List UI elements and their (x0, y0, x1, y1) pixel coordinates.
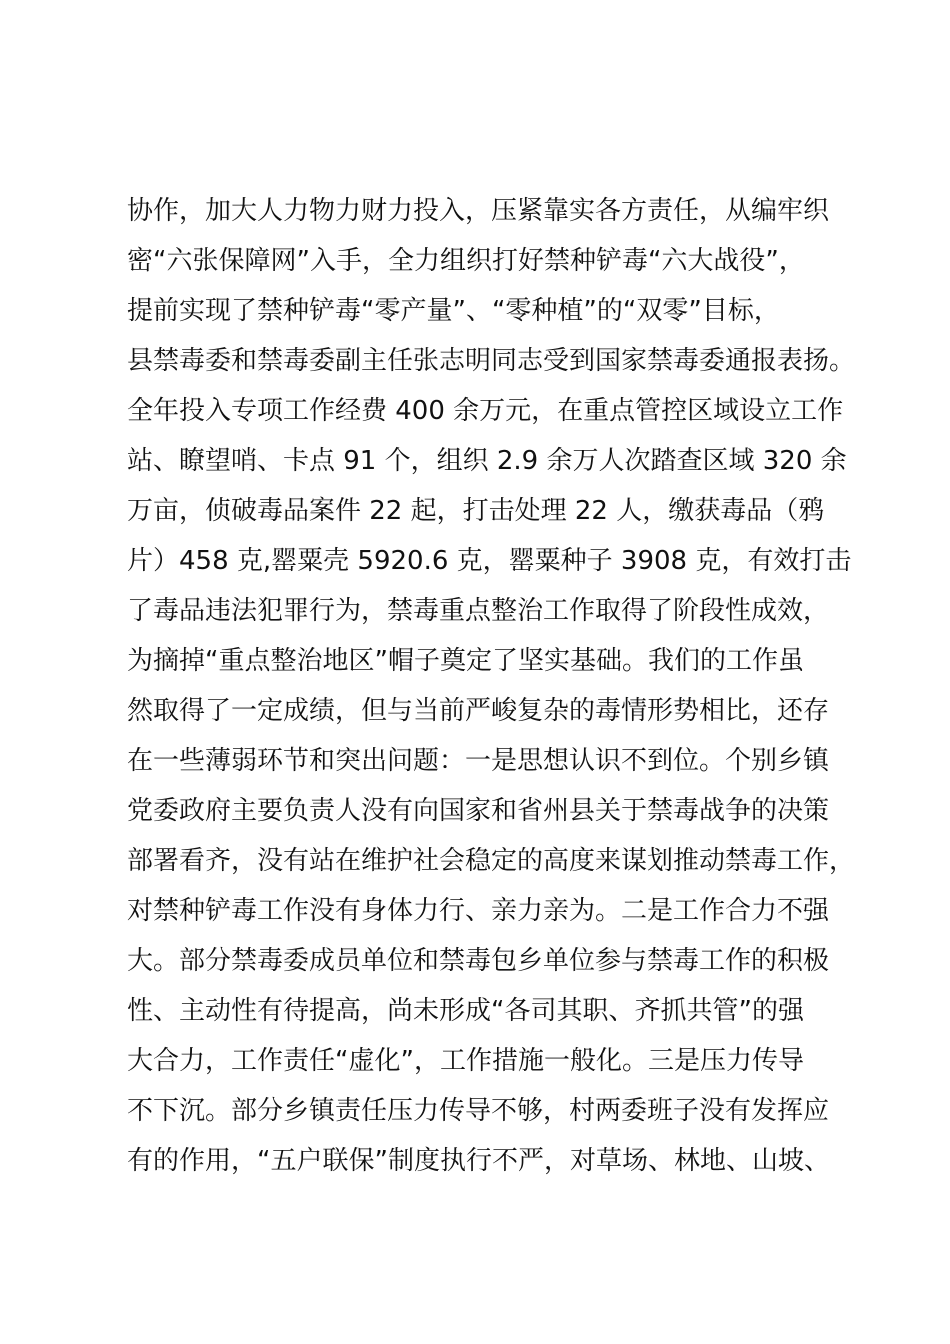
text-line: 提前实现了禁种铲毒“零产量”、“零种植”的“双零”目标， (127, 296, 780, 326)
text-line: 不下沉。部分乡镇责任压力传导不够，村两委班子没有发挥应 (127, 1096, 830, 1126)
text-line: 密“六张保障网”入手，全力组织打好禁种铲毒“六大战役”， (127, 246, 805, 276)
text-line: 在一些薄弱环节和突出问题：一是思想认识不到位。个别乡镇 (127, 746, 830, 776)
text-line: 有的作用，“五户联保”制度执行不严，对草场、林地、山坡、 (127, 1146, 830, 1176)
text-line: 全年投入专项工作经费 400 余万元，在重点管控区域设立工作 (127, 396, 844, 426)
text-line: 站、瞭望哨、卡点 91 个，组织 2.9 余万人次踏查区域 320 余 (127, 446, 847, 476)
text-line: 片）458 克,罂粟壳 5920.6 克，罂粟种子 3908 克，有效打击 (127, 546, 852, 576)
body-paragraph (127, 186, 857, 1186)
text-line: 党委政府主要负责人没有向国家和省州县关于禁毒战争的决策 (127, 796, 830, 826)
text-line: 大。部分禁毒委成员单位和禁毒包乡单位参与禁毒工作的积极 (127, 946, 830, 976)
text-line: 为摘掉“重点整治地区”帽子奠定了坚实基础。我们的工作虽 (127, 646, 804, 676)
text-line: 万亩，侦破毒品案件 22 起，打击处理 22 人，缴获毒品（鸦 (127, 496, 825, 526)
text-line: 了毒品违法犯罪行为，禁毒重点整治工作取得了阶段性成效， (127, 596, 830, 626)
text-line: 协作，加大人力物力财力投入，压紧靠实各方责任，从编牢织 (127, 196, 830, 226)
text-line: 性、主动性有待提高，尚未形成“各司其职、齐抓共管”的强 (127, 996, 804, 1026)
text-line: 然取得了一定成绩，但与当前严峻复杂的毒情形势相比，还存 (127, 696, 830, 726)
text-line: 大合力，工作责任“虚化”，工作措施一般化。三是压力传导 (127, 1046, 804, 1076)
text-line: 对禁种铲毒工作没有身体力行、亲力亲为。二是工作合力不强 (127, 896, 830, 926)
text-line: 县禁毒委和禁毒委副主任张志明同志受到国家禁毒委通报表扬。 (127, 346, 856, 376)
text-line: 部署看齐，没有站在维护社会稳定的高度来谋划推动禁毒工作， (127, 846, 856, 876)
